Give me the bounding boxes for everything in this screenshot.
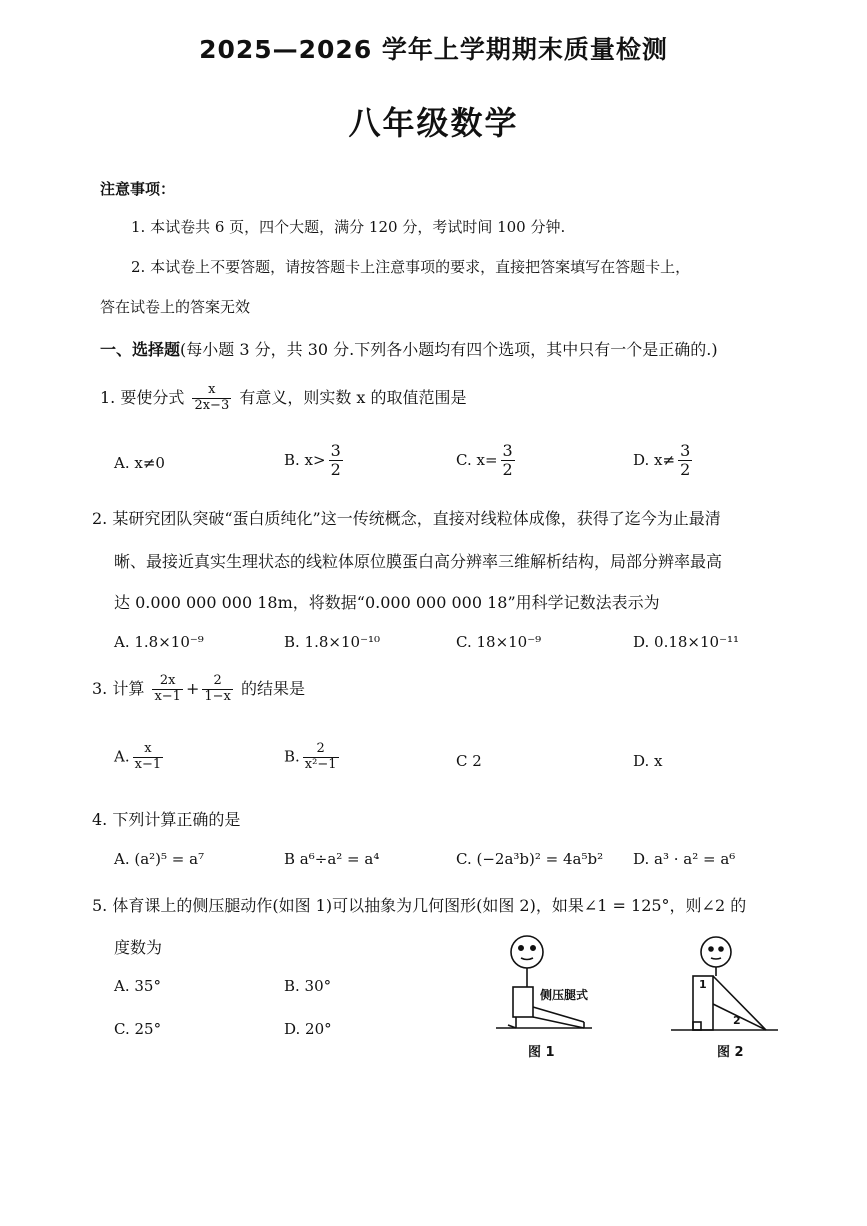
question-5-line-2: 度数为 <box>114 938 163 957</box>
q4-option-b: B a⁶÷a² = a⁴ <box>284 850 380 868</box>
fig2-caption: 图 2 <box>717 1045 744 1060</box>
q1-option-a: A. x≠0 <box>114 454 165 472</box>
q3-option-a-frac <box>133 742 164 773</box>
q3-b-den: x²−1 <box>304 756 337 772</box>
q1-option-c-frac <box>501 442 515 480</box>
q2-option-b: B. 1.8×10⁻¹⁰ <box>284 633 381 651</box>
notes-item-2-cont: 答在试卷上的答案无效 <box>100 298 251 316</box>
q1-option-b-label: B. x> <box>284 450 326 469</box>
q2-option-c: C. 18×10⁻⁹ <box>456 633 542 651</box>
q3-frac-2 <box>202 674 233 705</box>
q4-option-c: C. (−2a³b)² = 4a⁵b² <box>456 850 604 868</box>
notes-item-2: 2. 本试卷上不要答题，请按答题卡上注意事项的要求，直接把答案填写在答题卡上， <box>131 258 691 276</box>
q1-b-num: 3 <box>330 441 341 460</box>
section-1-title: 一、选择题 <box>100 340 181 359</box>
fig1-head <box>511 936 543 968</box>
q1-suffix: 有意义，则实数 x 的取值范围是 <box>239 387 467 407</box>
q3-a-num: x <box>133 742 164 758</box>
q5-option-c: C. 25° <box>114 1020 162 1038</box>
question-3-stem <box>92 674 305 705</box>
fig1-caption: 图 1 <box>528 1045 555 1060</box>
q3-f2-den: 1−x <box>204 688 231 704</box>
question-4-stem: 4. 下列计算正确的是 <box>92 810 241 829</box>
q5-option-a: A. 35° <box>114 977 161 995</box>
q1-c-den: 2 <box>502 460 513 480</box>
q3-option-b-label: B. <box>284 747 300 766</box>
exam-subject: 八年级数学 <box>348 104 519 142</box>
q3-f1-den: x−1 <box>154 688 181 704</box>
q1-option-b <box>284 442 346 480</box>
q3-suffix: 的结果是 <box>240 678 305 698</box>
fig1-label: 侧压腿式 <box>540 988 589 1002</box>
section-1-heading <box>100 337 718 360</box>
question-1-stem <box>100 383 467 414</box>
q1-option-d-label: D. x≠ <box>633 450 676 469</box>
q3-option-a <box>114 742 166 773</box>
q1-b-den: 2 <box>330 460 341 480</box>
question-2-line-2: 晰、最接近真实生理状态的线粒体原位膜蛋白高分辨率三维解析结构，局部分辨率最高 <box>114 552 723 571</box>
q2-option-d: D. 0.18×10⁻¹¹ <box>633 633 740 651</box>
q1-frac-den: 2x−3 <box>194 397 230 413</box>
q3-plus: + <box>185 678 200 698</box>
q3-option-a-label: A. <box>114 747 130 766</box>
q4-option-a: A. (a²)⁵ = a⁷ <box>114 850 205 868</box>
q1-option-d <box>633 442 695 480</box>
q5-option-b: B. 30° <box>284 977 332 995</box>
q1-c-num: 3 <box>502 441 513 460</box>
notes-item-1: 1. 本试卷共 6 页，四个大题，满分 120 分，考试时间 100 分钟. <box>131 218 566 236</box>
fig2-angle-2: 2 <box>733 1014 741 1027</box>
notes-heading: 注意事项： <box>100 180 176 198</box>
question-2-line-3: 达 0.000 000 000 18m，将数据“0.000 000 000 18”用科学记数法表示为 <box>114 593 660 612</box>
q1-option-b-frac <box>329 442 343 480</box>
q1-fraction <box>192 383 231 414</box>
q3-option-c: C 2 <box>456 752 482 770</box>
q1-option-d-frac <box>678 442 692 480</box>
q3-option-d: D. x <box>633 752 663 770</box>
q3-f2-num: 2 <box>202 674 233 690</box>
q1-prefix: 1. 要使分式 <box>100 387 185 407</box>
q3-a-den: x−1 <box>134 756 162 772</box>
fig2-angle-1: 1 <box>699 978 707 991</box>
exam-title: 2025—2026 学年上学期期末质量检测 <box>199 35 668 64</box>
q2-option-a: A. 1.8×10⁻⁹ <box>114 633 204 651</box>
q3-option-b-frac <box>303 742 339 773</box>
q3-b-num: 2 <box>303 742 339 758</box>
q3-f1-num: 2x <box>152 674 183 690</box>
figure-1-drawing <box>488 932 594 1032</box>
q1-option-c-label: C. x= <box>456 450 498 469</box>
q4-option-d: D. a³ · a² = a⁶ <box>633 850 736 868</box>
q1-option-c <box>456 442 518 480</box>
figure-2-drawing <box>666 932 782 1034</box>
question-2-line-1: 2. 某研究团队突破“蛋白质纯化”这一传统概念，直接对线粒体成像，获得了迄今为止最清 <box>92 509 721 528</box>
q5-option-d: D. 20° <box>284 1020 332 1038</box>
q3-option-b <box>284 742 342 773</box>
q3-prefix: 3. 计算 <box>92 678 145 698</box>
q1-d-num: 3 <box>680 441 691 460</box>
q1-frac-num: x <box>192 383 231 399</box>
fig1-body <box>513 987 533 1017</box>
q3-frac-1 <box>152 674 183 705</box>
fig2-head <box>701 937 731 967</box>
section-1-desc: (每小题 3 分，共 30 分.下列各小题均有四个选项，其中只有一个是正确的.) <box>180 340 718 359</box>
question-5-line-1: 5. 体育课上的侧压腿动作(如图 1)可以抽象为几何图形(如图 2)，如果∠1 = 125°，则∠2 的 <box>92 896 747 915</box>
q1-d-den: 2 <box>680 460 691 480</box>
